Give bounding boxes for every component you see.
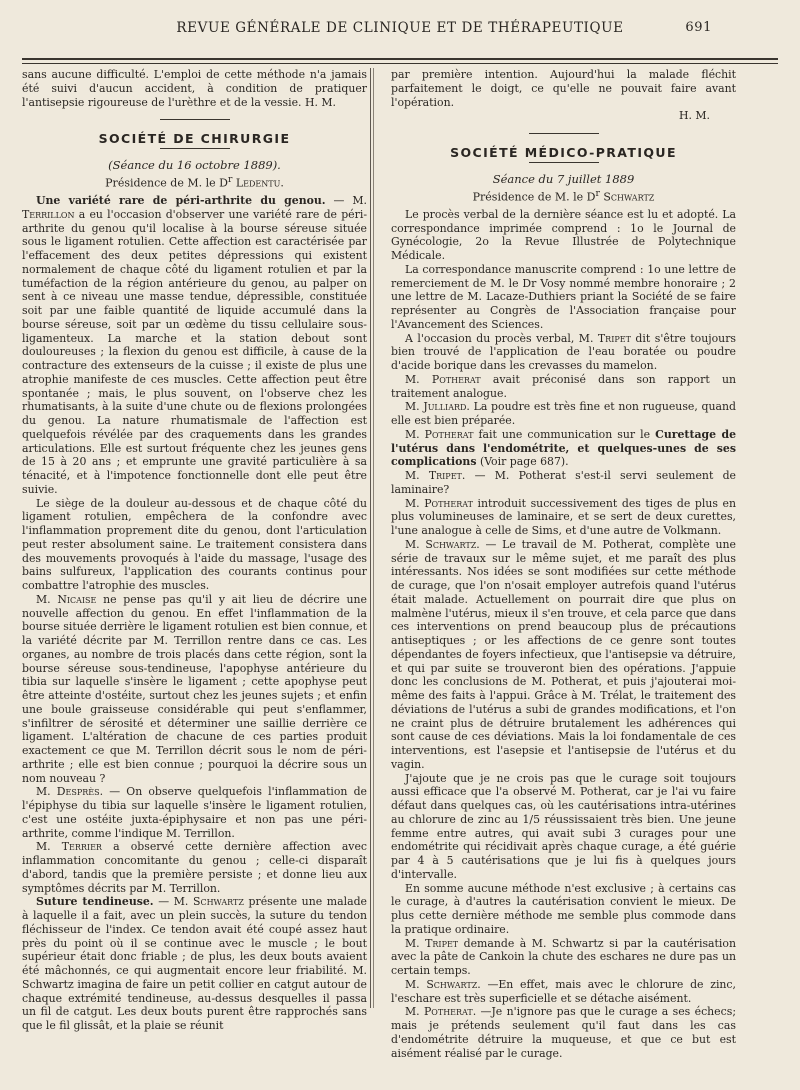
intervention-julliard: M. Julliard. La poudre est très fine et non rugueuse, quand elle est bien préparée. <box>391 400 736 428</box>
intervention-terrier: M. Terrier a observé cette dernière affection avec inflammation concomitante du genou ; celle-ci disparaît d'abord, tandis que la première persiste ; et donne lieu aux symptômes décrits par M. Terrillon. <box>22 840 368 895</box>
speaker-name: M. Potherat <box>405 427 474 441</box>
column-divider-inner <box>373 68 374 1008</box>
intervention-potherat: M. Potherat avait préconisé dans son rapport un traitement analogue. <box>391 372 736 400</box>
article-suture: Suture tendineuse. — M. Schwartz présente une malade à laquelle il a fait, avec un plein succès, la suture du tendon fléchisseur de l'index. Ce tendon avait été coupé assez haut près du point où il se continue avec le muscle ; le bout supérieur était donc friable ; de plus, les deux bouts avaient été mâchonnés, ce qui augmentait encore leur friabilité. M. Schwartz imagina de faire un petit collier en catgut autour de chaque extrémité tendineuse, au-dessus desquelles il passa un fil de catgut. Les deux bouts purent être rapprochés sans que le fil glissât, et la plaie se réunit <box>22 895 367 1033</box>
presidence-line: Présidence de M. le $D^r$ Ledentu. <box>105 173 284 190</box>
minutes-paragraph: Le procès verbal de la dernière séance est lu et adopté. La correspondance imprimée comprend : 1o le Journal de Gynécologie, 2o la Revue Illustrée de Polytechnique Médicale. <box>391 207 736 263</box>
section-rule <box>160 119 230 120</box>
article-title: Une variété rare de péri-arthrite du genou. <box>36 194 326 208</box>
body-paragraph: En somme aucune méthode n'est exclusive ; à certains cas le curage, à d'autres la cautérisation convient le mieux. De plus cette dernière méthode me semble plus commode dans la pratique ordinaire. <box>391 881 736 936</box>
continuation-paragraph: par première intention. Aujourd'hui la malade fléchit parfaitement le doigt, ce qu'elle ne pouvait faire avant l'opération. <box>391 68 736 109</box>
speaker-name: M. Terrillon <box>22 194 367 221</box>
speaker-name: M. Desprès. <box>36 785 104 799</box>
speaker-name: M. Tripet <box>578 331 631 345</box>
article-title: Suture tendineuse. <box>36 895 154 909</box>
article-periarthrite: Une variété rare de péri-arthrite du genou. — M. Terrillon a eu l'occasion d'observer une variété rare de péri-arthrite du genou qu'il localise à la bourse séreuse située sous le ligament rotulien. Cette affection est caractérisée par l'effacement des deux petites dépressions qui existent normalement de chaque côté du ligament rotulien et par la tuméfaction de la région antérieure du genou, au palper on sent à ce niveau une masse tendue, dépressible, constituée soit par une faible quantité de liquide accumulé dans la bourse séreuse, soit par un œdème du tissu cellulaire sous-ligamenteux. La marche et la station debout sont douloureuses ; la flexion du genou est difficile, à cause de la contracture des extenseurs de la cuisse ; il existe de plus une atrophie manifeste de ces muscles. Cette affection peut être spontanée ; mais, le plus souvent, on l'observe chez les rhumatisants, à la suite d'une chute ou de flexions prolongées du genou. La nature rhumatismale de l'affection est quelquefois révélée par des craquements dans les grandes articulations. Elle est surtout fréquente chez les jeunes gens de 15 à 20 ans ; et emprunte une gravité particulière à sa ténacité, et à l'impotence fonctionnelle dont elle peut être suivie. <box>22 194 367 496</box>
body-paragraph: Le siège de la douleur au-dessous et de chaque côté du ligament rotulien, empêchera de la confondre avec l'inflammation proprement dite du genou, dont l'articulation peut rester absolument saine. Le traitement consistera dans des mouvements provoqués à l'aide du massage, l'usage des bains sulfureux, l'application des courants continus pour combattre l'atrophie des muscles. <box>22 496 367 593</box>
running-title: REVUE GÉNÉRALE DE CLINIQUE ET DE THÉRAPEUTIQUE <box>176 20 624 36</box>
left-column <box>22 68 367 1033</box>
header-rule <box>22 58 778 64</box>
page-number: 691 <box>685 20 712 35</box>
running-head <box>0 20 800 42</box>
column-divider <box>370 68 371 1008</box>
intervention-potherat: M. Potherat introduit successivement des tiges de plus en plus volumineuses de laminaire, et se sert de deux curettes, l'une analogue à celle de Sims, et d'une autre de Volkmann. <box>391 496 736 538</box>
intervention-despres: M. Desprès. — On observe quelquefois l'inflammation de l'épiphyse du tibia sur laquelle s'insère le ligament rotulien, c'est une ostéite juxta-épiphysaire et non pas une péri-arthrite, comme l'indique M. Terrillon. <box>22 785 367 840</box>
section-rule <box>529 133 599 134</box>
speaker-name: M. Terrier <box>36 840 102 854</box>
society-title-medico-pratique: SOCIÉTÉ MÉDICO-PRATIQUE <box>450 145 677 160</box>
presidence-line: Présidence de M. le $D^r$ Schwartz <box>472 187 655 204</box>
speaker-name: M. Schwartz <box>173 895 244 909</box>
speaker-name: M. Schwartz. <box>405 977 481 991</box>
speaker-name: M. Potherat. <box>405 1005 477 1019</box>
communication-title: Curettage de l'utérus dans l'endométrite, et quelques-unes de ses complications <box>391 427 736 469</box>
intervention-potherat: M. Potherat. —Je n'ignore pas que le curage a ses échecs; mais je prétends seulement qu'il faut dans les cas d'endométrite détruire la muqueuse, et que ce but est aisément réalisé par le curage. <box>391 1005 736 1060</box>
president-name: Ledentu. <box>235 176 284 190</box>
intervention-tripet: M. Tripet. — M. Potherat s'est-il servi seulement de laminaire? <box>391 469 736 496</box>
intervention-schwartz: M. Schwartz. —En effet, mais avec le chlorure de zinc, l'eschare est très superficielle et se détache aisément. <box>391 977 736 1005</box>
speaker-name: M. Potherat <box>405 496 473 510</box>
intervention-schwartz: M. Schwartz. — Le travail de M. Potherat, complète une série de travaux sur le même sujet, et me paraît des plus intéressants. Nos idées se sont modifiées sur cette méthode de curage, que l'on n'osait employer autrefois quand l'utérus était malade. Actuellement on pourrait dire que plus on malmène l'utérus, mieux il s'en trouve, et cela parce que dans ces interventions on prend beaucoup plus de précautions antiseptiques ; or les affections de ce genre sont toutes dépendantes de foyers infectieux, que l'antisepsie va détruire, et qui par suite se trouveront bien des opérations. J'appuie donc les conclusions de M. Potherat, et puis j'ajouterai moi-même des faits à l'appui. Grâce à M. Trélat, le traitement des déviations de l'utérus a subi de grandes modifications, et l'on ne craint plus de détruire brutalement les adhérences qui sont cause de ces déviations. Mais la loi fondamentale de ces interventions, est l'asepsie et l'antisepsie de l'utérus et du vagin. <box>391 537 736 771</box>
communication-potherat: M. Potherat fait une communication sur le Curettage de l'utérus dans l'endométrite, et quelques-unes de ses complications (Voir page 687). <box>391 427 736 469</box>
body-paragraph: J'ajoute que je ne crois pas que le curage soit toujours aussi efficace que l'a observé M. Potherat, car je l'ai vu faire défaut dans quelques cas, où les cautérisations intra-utérines au chlorure de zinc au 1/5 réussissaient très bien. Une jeune femme entre autres, qui avait subi 3 curages pour une endométrite qui récidivait après chaque curage, a été guérie par 4 à 5 cautérisations que je lui fis à quelques jours d'intervalle. <box>391 771 736 881</box>
right-column <box>391 68 736 1060</box>
speaker-name: M. Nicaise <box>36 592 97 606</box>
society-title-chirurgie: SOCIÉTÉ DE CHIRURGIE <box>98 131 291 147</box>
president-name: Schwartz <box>603 190 655 204</box>
intro-signature: H. M. <box>304 95 337 109</box>
intervention-nicaise: M. Nicaise ne pense pas qu'il y ait lieu de décrire une nouvelle affection du genou. En effet l'inflammation de la bourse située derrière le ligament rotulien est bien connue, et la variété décrite par M. Terrillon rentre dans ce cas. Les organes, au nombre de trois placés dans cette région, sont la bourse séreuse sous-tendineuse, l'apophyse antérieure du tibia sur laquelle s'insère le ligament ; cette apophyse peut être atteinte d'ostéite, surtout chez les jeunes sujets ; et enfin une boule graisseuse considérable qui peut s'enflammer, s'infiltrer de sérosité et déterminer une saillie derrière ce ligament. L'altération de chacune de ces parties produit exactement ce que M. Terrillon décrit sous le nom de péri-arthrite ; elle est bien connue ; pourquoi la décrire sous un nom nouveau ? <box>22 592 367 785</box>
session-date: Séance du 7 juillet 1889 <box>492 171 635 186</box>
speaker-name: M. Tripet. <box>405 469 466 483</box>
speaker-name: M. Julliard. <box>405 400 470 414</box>
section-rule <box>160 148 230 149</box>
intervention-tripet: M. Tripet demande à M. Schwartz si par la cautérisation avec la pâte de Cankoin la chute des eschares ne dure pas un certain temps. <box>391 936 736 978</box>
speaker-name: M. Potherat <box>405 372 481 386</box>
section-rule <box>529 162 599 163</box>
intervention-tripet: A l'occasion du procès verbal, M. Tripet dit s'être toujours bien trouvé de l'application de l'eau boratée ou poudre d'acide borique dans les crevasses du mamelon. <box>391 331 736 373</box>
continuation-signature: H. M. <box>678 109 710 123</box>
intro-paragraph: sans aucune difficulté. L'emploi de cette méthode n'a jamais été suivi d'aucun accident, à condition de pratiquer l'antisepsie rigoureuse de l'urèthre et de la vessie. H. M. <box>22 68 367 109</box>
speaker-name: M. Schwartz. <box>405 537 480 551</box>
correspondence-paragraph: La correspondance manuscrite comprend : 1o une lettre de remerciement de M. le Dr Vosy nommé membre honoraire ; 2 une lettre de M. Lacaze-Duthiers priant la Société de se faire représenter au Congrès de l'Association française pour l'Avancement des Sciences. <box>391 262 736 331</box>
session-date: (Séance du 16 octobre 1889). <box>108 158 281 172</box>
speaker-name: M. Tripet <box>405 936 459 950</box>
